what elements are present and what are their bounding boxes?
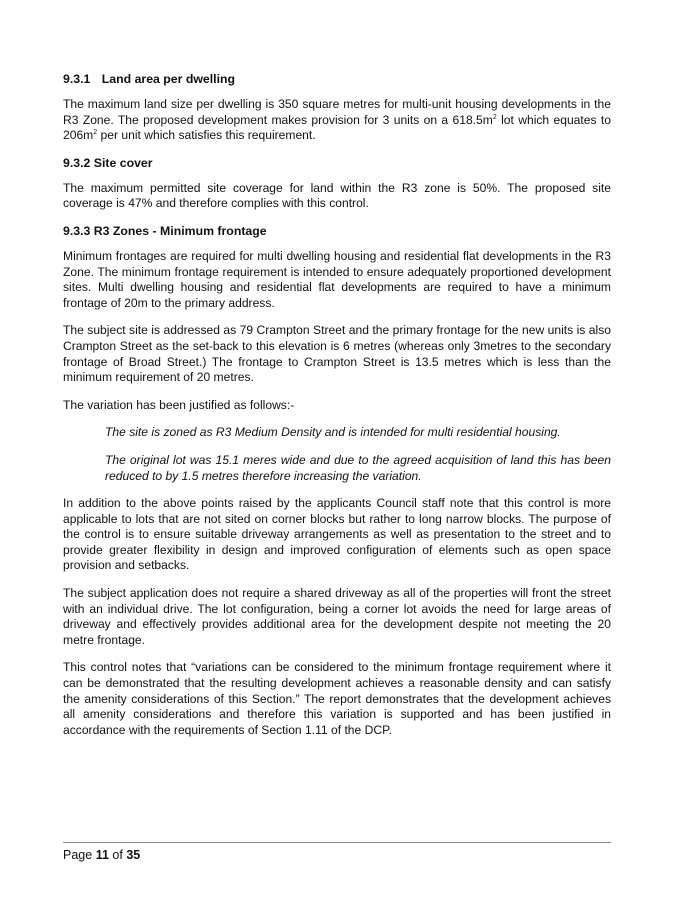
frontage-paragraph-4: In addition to the above points raised by the applicants Council staff note that this control is more applicable to lots that are not sited on corner blocks but rather to long narrow blocks. The purpose of the control is to ensure suitable driveway arrangements as well as presentation to the street and to provide greater flexibility in design and improved configuration of elements such as open space provision and setbacks. [63,496,611,573]
text-segment: The maximum land size per dwelling is 350 square metres for multi-unit housing developments in the R3 Zone. The proposed development makes provision for 3 units on a 618.5m [63,97,611,127]
section-title: Land area per dwelling [101,72,236,86]
section-number: 9.3.1 [63,72,91,86]
frontage-paragraph-3: The variation has been justified as follows:- [63,397,295,412]
footer-divider [63,842,611,843]
section-9-3-3-heading: 9.3.3 R3 Zones - Minimum frontage [63,223,267,238]
text-segment: per unit which satisfies this requirement. [97,128,316,143]
current-page: 11 [95,848,109,862]
page-label: Page [63,848,93,862]
site-cover-paragraph: The maximum permitted site coverage for land within the R3 zone is 50%. The proposed site coverage is 47% and therefore complies with this control. [63,180,611,211]
page-content [63,72,611,750]
frontage-paragraph-5: The subject application does not require a shared driveway as all of the properties will front the street with an individual drive. The lot configuration, being a corner lot avoids the need for large areas of driveway and effectively provides additional area for the development despite not meeting the 20 metre frontage. [63,586,611,647]
text-segment: lot which equates to 206m [63,112,611,143]
section-9-3-2-heading: 9.3.2 Site cover [63,155,153,170]
superscript: 2 [492,113,497,121]
of-label: of [112,848,123,862]
justification-quote-1: The site is zoned as R3 Medium Density and is intended for multi residential housing. [105,425,561,440]
justification-quote-2: The original lot was 15.1 meres wide and due to the agreed acquisition of land this has been reduced to by 1.5 metres therefore increasing the variation. [105,452,611,483]
total-pages: 35 [126,848,141,862]
frontage-paragraph-2: The subject site is addressed as 79 Crampton Street and the primary frontage for the new units is also Crampton Street as the set-back to this elevation is 6 metres (whereas only 3metres to the secondary frontage of Broad Street.) The frontage to Crampton Street is 13.5 metres which is less than the minimum requirement of 20 metres. [63,323,611,385]
frontage-paragraph-6: This control notes that “variations can be considered to the minimum frontage requirement where it can be demonstrated that the resulting development achieves a reasonable density and can satisfy the amenity considerations of this Section.” The report demonstrates that the development achieves all amenity considerations and therefore this variation is supported and has been justified in accordance with the requirements of Section 1.11 of the DCP. [63,660,611,737]
land-area-paragraph [63,97,611,144]
section-9-3-1-heading [63,72,611,87]
page-number-footer [63,848,140,862]
frontage-paragraph-1: Minimum frontages are required for multi dwelling housing and residential flat developments in the R3 Zone. The minimum frontage requirement is intended to ensure adequately proportioned development sites. Multi dwelling housing and residential flat developments are required to have a minimum frontage of 20m to the primary address. [63,248,611,310]
superscript: 2 [93,129,98,137]
